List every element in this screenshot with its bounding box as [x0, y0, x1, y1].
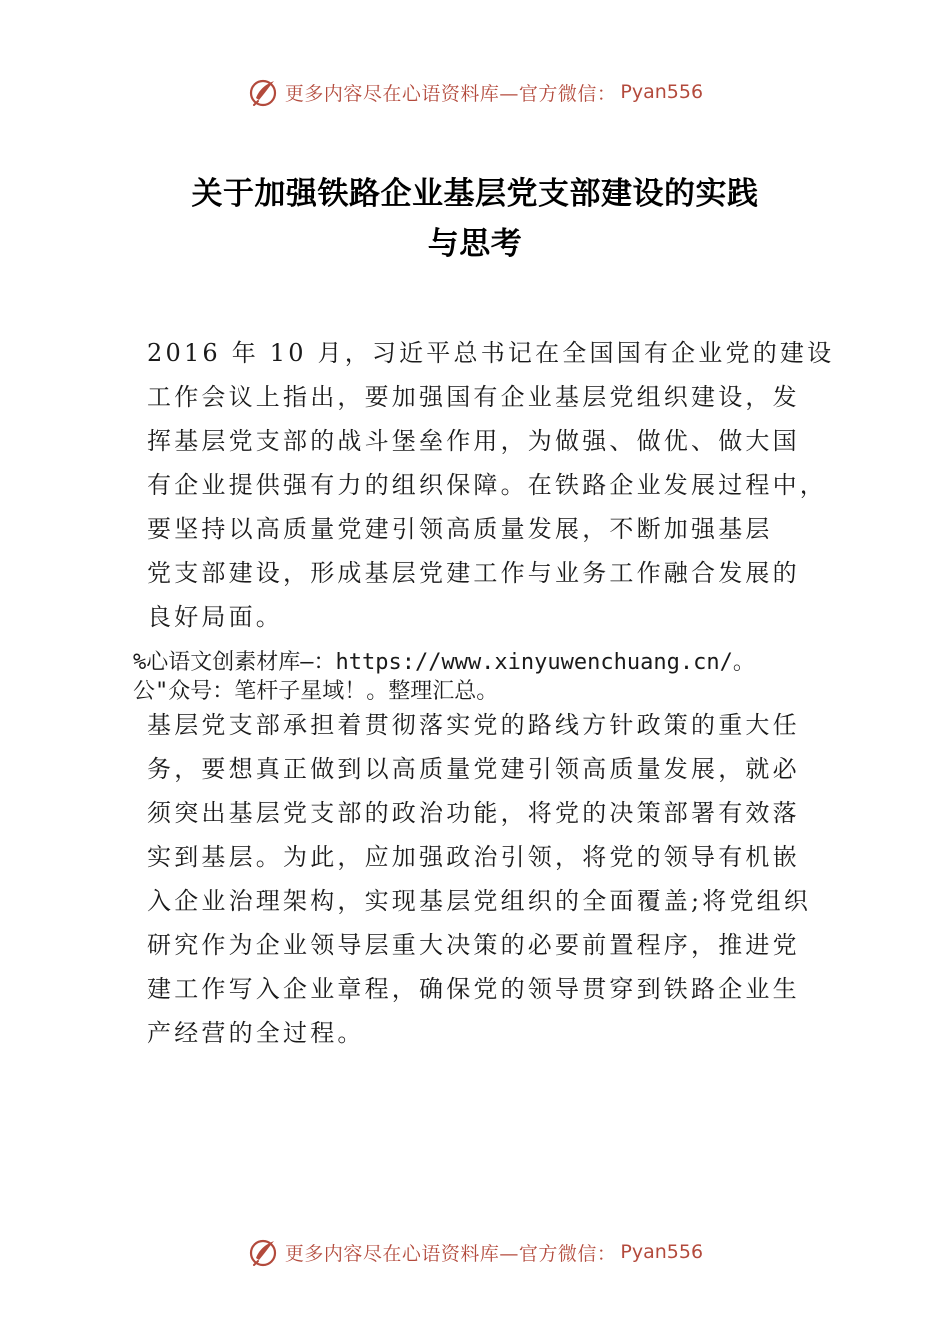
document-title-line-2: 与思考	[427, 226, 523, 262]
paragraph-2-line: 建工作写入企业章程，确保党的领导贯穿到铁路企业生	[147, 975, 800, 1003]
paragraph-1-line: 要坚持以高质量党建引领高质量发展，不断加强基层	[147, 515, 773, 543]
paragraph-2-line: 入企业治理架构，实现基层党组织的全面覆盖;将党组织	[147, 887, 812, 915]
banner-text: 更多内容尽在心语资料库—官方微信：	[284, 82, 617, 105]
paragraph-2-line: 务，要想真正做到以高质量党建引领高质量发展，就必	[147, 755, 800, 783]
paragraph-2-line: 实到基层。为此，应加强政治引领，将党的领导有机嵌	[147, 843, 800, 871]
header-watermark-banner	[0, 72, 950, 112]
footer-watermark-banner	[0, 1232, 950, 1272]
source-note-line: %心语文创素材库—：https://www.xinyuwenchuang.cn/。	[133, 650, 755, 675]
paragraph-2-line: 基层党支部承担着贯彻落实党的路线方针政策的重大任	[147, 711, 800, 739]
paragraph-1-line: 2016 年 10 月，习近平总书记在全国国有企业党的建设	[147, 339, 835, 367]
paragraph-1-line: 有企业提供强有力的组织保障。在铁路企业发展过程中，	[147, 471, 827, 499]
banner-text: 更多内容尽在心语资料库—官方微信：	[284, 1242, 617, 1265]
document-title-line-1: 关于加强铁路企业基层党支部建设的实践	[191, 176, 759, 212]
banner-contact: Pyan556	[620, 81, 704, 103]
paragraph-2-line: 研究作为企业领导层重大决策的必要前置程序，推进党	[147, 931, 800, 959]
banner-contact: Pyan556	[620, 1241, 704, 1263]
paragraph-1-line: 挥基层党支部的战斗堡垒作用，为做强、做优、做大国	[147, 427, 800, 455]
paragraph-2-line: 产经营的全过程。	[147, 1019, 365, 1047]
paragraph-1-line: 党支部建设，形成基层党建工作与业务工作融合发展的	[147, 559, 800, 587]
paragraph-1-line: 良好局面。	[147, 603, 283, 631]
brand-logo-icon	[247, 1236, 279, 1268]
brand-logo-icon	[247, 76, 279, 108]
source-note-line: 公"众号：笔杆子星域！。整理汇总。	[133, 679, 499, 704]
paragraph-2-line: 须突出基层党支部的政治功能，将党的决策部署有效落	[147, 799, 800, 827]
paragraph-1-line: 工作会议上指出，要加强国有企业基层党组织建设，发	[147, 383, 800, 411]
